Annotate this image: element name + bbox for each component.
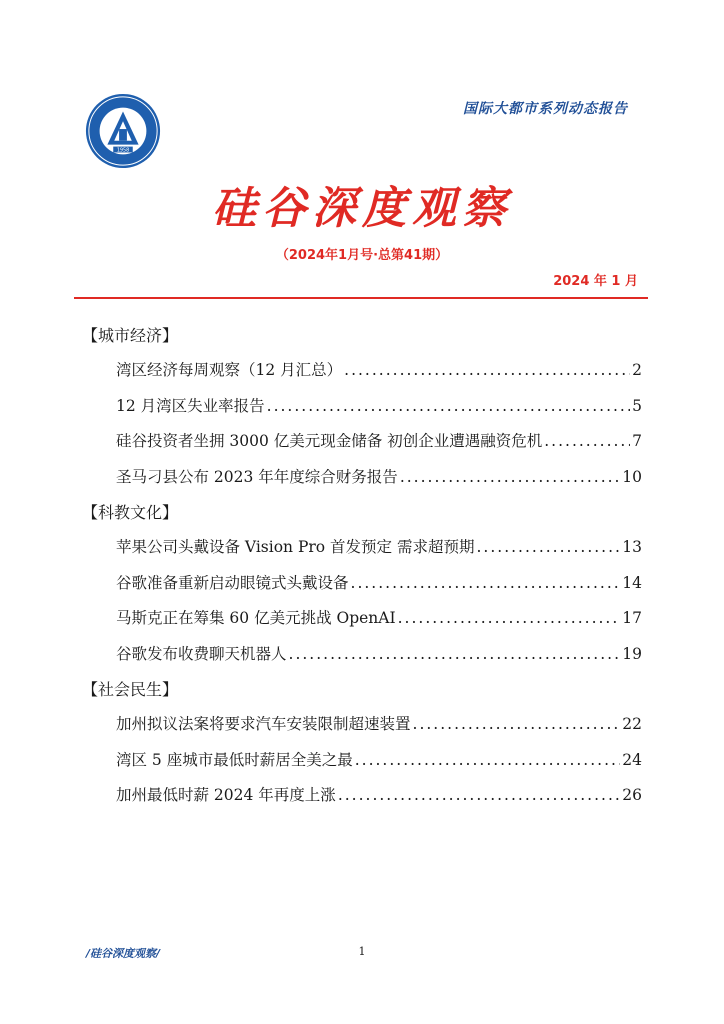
toc-entry[interactable] [116,389,642,425]
toc-entry-page: 24 [622,750,642,769]
toc-leader-dots [351,566,621,602]
toc-entry-page: 26 [622,786,642,804]
toc-leader-dots [544,424,630,460]
toc-section-title: 【科教文化】 [82,503,179,522]
toc-section-title: 【城市经济】 [82,326,179,345]
toc-leader-dots [344,353,630,389]
toc-entry-page: 14 [622,573,642,592]
footer-publication-name: /硅谷深度观察/ [86,947,161,960]
toc-entry-page: 17 [622,609,642,627]
toc-entry[interactable] [116,637,642,673]
toc-leader-dots [476,530,620,566]
toc-entry-title: 马斯克正在筹集 60 亿美元挑战 OpenAI [116,609,396,627]
toc-entry-page: 5 [632,396,642,415]
toc-leader-dots [338,778,620,814]
toc-entry-title: 苹果公司头戴设备 Vision Pro 首发预定 需求超预期 [116,538,475,556]
series-title: 国际大都市系列动态报告 [463,101,628,117]
toc-leader-dots [355,743,621,779]
header-rule [74,297,648,299]
toc-entry[interactable] [116,743,642,779]
publication-title: 硅谷深度观察 [212,183,512,234]
toc-entry[interactable] [116,707,642,743]
toc-entry-title: 加州最低时薪 2024 年再度上涨 [116,786,336,804]
toc-leader-dots [400,460,620,496]
toc-entry-page: 22 [622,715,642,733]
toc-entry-page: 10 [622,467,642,486]
institution-seal-logo [84,92,162,170]
toc-entry[interactable] [116,424,642,460]
table-of-contents [82,318,642,814]
toc-entry-title: 谷歌发布收费聊天机器人 [116,644,287,663]
toc-entry-title: 圣马刁县公布 2023 年年度综合财务报告 [116,467,398,486]
toc-entry-page: 19 [622,644,642,663]
toc-entry-title: 加州拟议法案将要求汽车安装限制超速装置 [116,715,411,733]
toc-leader-dots [267,389,630,425]
toc-section-title: 【社会民生】 [82,680,179,699]
toc-leader-dots [289,637,621,673]
toc-entry[interactable] [116,778,642,814]
toc-entry-title: 12 月湾区失业率报告 [116,396,265,415]
issue-date: 2024 年 1 月 [553,274,638,289]
toc-entry[interactable] [116,566,642,602]
toc-leader-dots [398,601,621,637]
seal-year: 1958 [116,147,130,154]
toc-entry[interactable] [116,353,642,389]
toc-entry[interactable] [116,460,642,496]
footer-page-number: 1 [358,945,366,958]
toc-entry-title: 谷歌准备重新启动眼镜式头戴设备 [116,573,349,592]
toc-entry-title: 湾区 5 座城市最低时薪居全美之最 [116,750,353,769]
toc-entry-title: 湾区经济每周观察（12 月汇总） [116,361,343,379]
toc-entry-page: 2 [632,361,642,379]
toc-entry-page: 7 [632,432,642,450]
toc-entry-page: 13 [622,538,642,556]
toc-entry[interactable] [116,601,642,637]
toc-entry-title: 硅谷投资者坐拥 3000 亿美元现金储备 初创企业遭遇融资危机 [116,432,543,450]
issue-number: （2024年1月号·总第41期） [275,248,449,263]
toc-leader-dots [413,707,621,743]
toc-entry[interactable] [116,530,642,566]
